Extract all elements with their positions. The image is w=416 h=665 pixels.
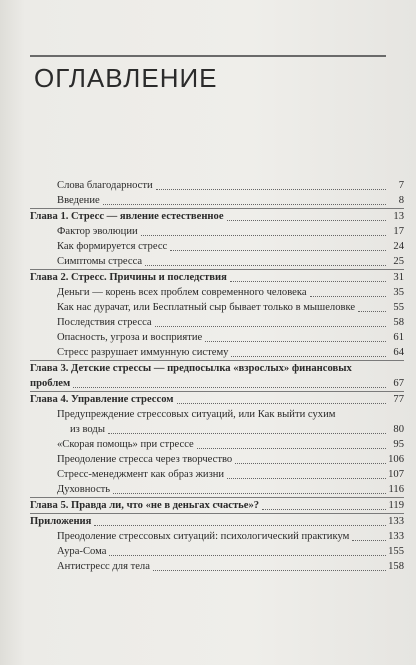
leader-dots	[358, 311, 386, 312]
leader-dots	[230, 281, 386, 282]
leader-dots	[145, 265, 386, 266]
toc-page-number: 8	[398, 195, 404, 206]
toc-entry-text: Как нас дурачат, или Бесплатный сыр бывает только в мышеловке	[57, 302, 356, 313]
toc-entry	[30, 239, 404, 254]
toc-page-number: 17	[393, 226, 404, 237]
leader-dots	[156, 189, 386, 190]
leader-dots	[205, 341, 386, 342]
top-rule	[30, 55, 386, 57]
toc-entry	[30, 224, 404, 239]
toc-chapter	[30, 208, 404, 224]
leader-dots	[155, 326, 386, 327]
toc-entry-text: Опасность, угроза и восприятие	[57, 332, 203, 343]
toc-page-number: 25	[393, 256, 404, 267]
toc-entry-text: Как формируется стресс	[57, 241, 168, 252]
toc-entry-text: Стресс-менеджмент как образ жизни	[57, 469, 225, 480]
toc-page-number: 64	[393, 347, 404, 358]
toc-page-number: 55	[393, 302, 404, 313]
toc-page-number: 24	[393, 241, 404, 252]
toc-page-number: 106	[388, 454, 404, 465]
leader-dots	[197, 448, 386, 449]
toc-page-number: 133	[388, 516, 404, 527]
leader-dots	[310, 296, 386, 297]
toc-page-number: 95	[393, 439, 404, 450]
toc-entry	[30, 193, 404, 208]
toc-entry-text: Введение	[57, 195, 100, 206]
toc-entry	[30, 452, 404, 467]
toc-entry-text: Глава 1. Стресс — явление естественное	[30, 211, 224, 222]
leader-dots	[108, 433, 386, 434]
leader-dots	[73, 387, 386, 388]
leader-dots	[262, 509, 386, 510]
leader-dots	[235, 463, 386, 464]
toc-entry-text: «Скорая помощь» при стрессе	[57, 439, 194, 450]
toc-page-number: 77	[393, 394, 404, 405]
leader-dots	[352, 540, 386, 541]
toc-entry-text: Слова благодарности	[57, 180, 153, 191]
toc-chapter	[30, 497, 404, 513]
toc-entry	[30, 330, 404, 345]
toc-entry-text: Глава 4. Управление стрессом	[30, 394, 174, 405]
toc-entry	[30, 482, 404, 497]
toc-entry-text: Преодоление стрессовых ситуаций: психологический практикум	[57, 531, 350, 542]
toc-entry-text-cont: из воды	[70, 424, 105, 435]
leader-dots	[227, 220, 386, 221]
leader-dots	[227, 478, 386, 479]
toc-entry-text: Глава 3. Детские стрессы — предпосылка «взрослых» финансовых	[30, 363, 352, 374]
toc-page-number: 13	[393, 211, 404, 222]
toc-chapter	[30, 360, 404, 391]
toc-entry-text: Преодоление стресса через творчество	[57, 454, 233, 465]
leader-dots	[109, 555, 386, 556]
toc-entry-text: Аура-Сома	[57, 546, 107, 557]
leader-dots	[103, 204, 386, 205]
toc-entry-text-cont: проблем	[30, 378, 71, 389]
toc-chapter	[30, 513, 404, 529]
toc-entry-text: Антистресс для тела	[57, 561, 150, 572]
toc-page-number: 158	[388, 561, 404, 572]
toc-entry-text: Приложения	[30, 516, 92, 527]
toc-entry	[30, 285, 404, 300]
leader-dots	[141, 235, 386, 236]
leader-dots	[94, 525, 386, 526]
toc-page-number: 7	[398, 180, 404, 191]
toc-entry	[30, 559, 404, 574]
toc-entry-text: Последствия стресса	[57, 317, 152, 328]
toc-chapter	[30, 391, 404, 407]
toc-entry	[30, 254, 404, 269]
toc-entry	[30, 529, 404, 544]
leader-dots	[153, 570, 386, 571]
toc-page-number: 35	[393, 287, 404, 298]
leader-dots	[177, 403, 386, 404]
toc-entry	[30, 544, 404, 559]
toc-entry	[30, 300, 404, 315]
toc-entry	[30, 437, 404, 452]
toc-page-number: 31	[393, 272, 404, 283]
toc-entry-text: Глава 2. Стресс. Причины и последствия	[30, 272, 227, 283]
toc-page-number: 116	[388, 484, 404, 495]
toc-entry-text: Деньги — корень всех проблем современного человека	[57, 287, 307, 298]
toc-chapter	[30, 269, 404, 285]
toc-entry-text: Симптомы стресса	[57, 256, 143, 267]
toc-entry	[30, 345, 404, 360]
toc-entry-text: Фактор эволюции	[57, 226, 138, 237]
page-title: ОГЛАВЛЕНИЕ	[34, 63, 218, 93]
toc-page-number: 67	[393, 378, 404, 389]
toc-entry	[30, 467, 404, 482]
toc-page-number: 107	[388, 469, 404, 480]
toc-entry	[30, 407, 404, 437]
leader-dots	[231, 356, 386, 357]
toc-page-number: 133	[388, 531, 404, 542]
toc-page-number: 155	[388, 546, 404, 557]
toc-page-number: 58	[393, 317, 404, 328]
toc-entry-text: Духовность	[57, 484, 111, 495]
toc-page-number: 119	[388, 500, 404, 511]
toc-page-number: 80	[393, 424, 404, 435]
table-of-contents	[30, 178, 404, 574]
toc-entry-text: Стресс разрушает иммунную систему	[57, 347, 229, 358]
toc-entry	[30, 315, 404, 330]
leader-dots	[113, 493, 386, 494]
toc-entry-text: Предупреждение стрессовых ситуаций, или Как выйти сухим	[57, 409, 336, 420]
toc-entry-text: Глава 5. Правда ли, что «не в деньгах счастье»?	[30, 500, 260, 511]
toc-entry	[30, 178, 404, 193]
toc-page-number: 61	[393, 332, 404, 343]
leader-dots	[170, 250, 386, 251]
